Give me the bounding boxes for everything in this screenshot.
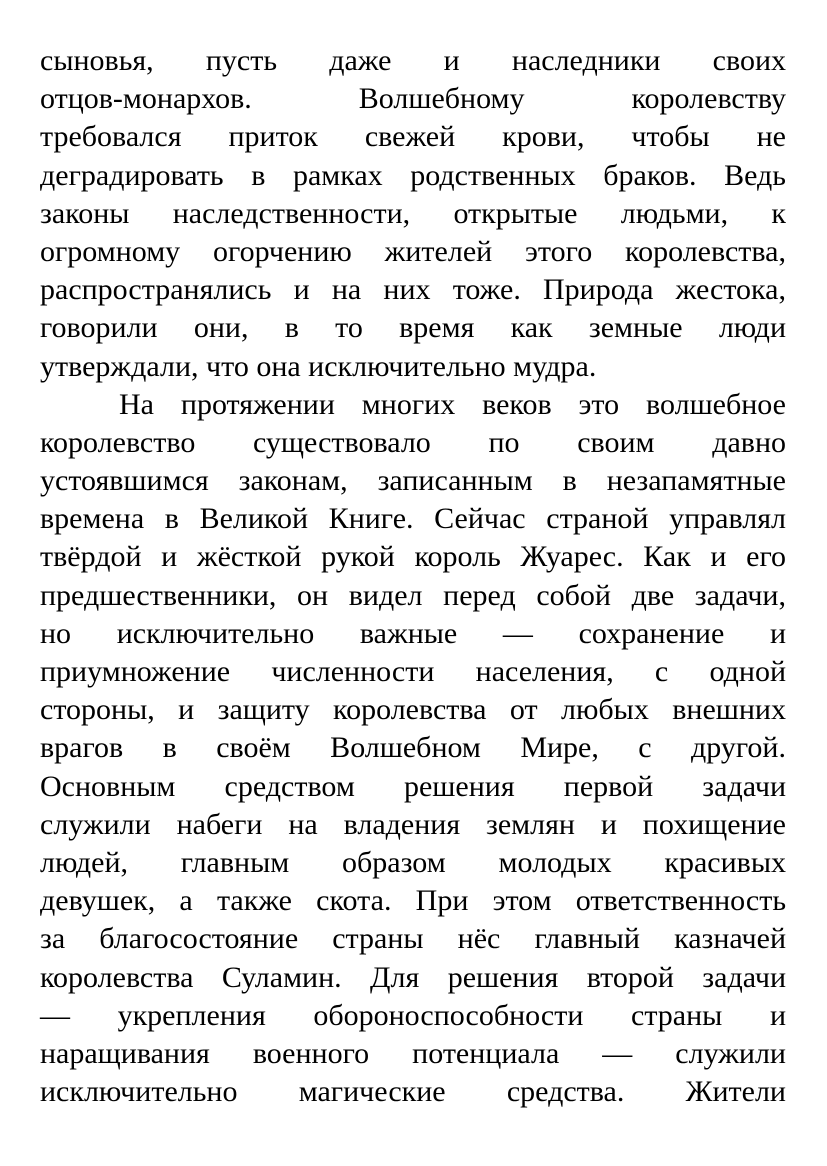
text-line: На протяжении многих веков это волшебное xyxy=(119,387,786,421)
text-line: королевство существовало по своим давно xyxy=(40,425,786,459)
text-line: исключительно магические средства. Жители xyxy=(40,1075,786,1109)
text-line: стороны, и защиту королевства от любых внешних xyxy=(40,693,786,727)
text-line: Основным средством решения первой задачи xyxy=(40,769,786,803)
text-line: отцов-монархов. Волшебному королевству xyxy=(40,82,786,116)
text-line: служили набеги на владения землян и похищение xyxy=(40,807,786,841)
text-line: распространялись и на них тоже. Природа жестока, xyxy=(40,273,786,307)
text-line: времена в Великой Книге. Сейчас страной управлял xyxy=(40,502,786,536)
paragraph-1 xyxy=(40,42,786,386)
text-line: но исключительно важные — сохранение и xyxy=(40,616,786,650)
text-line: королевства Суламин. Для решения второй задачи xyxy=(40,960,786,994)
text-line: приумножение численности населения, с одной xyxy=(40,655,786,688)
document-page xyxy=(40,42,786,1111)
text-line: наращивания военного потенциала — служили xyxy=(40,1036,786,1070)
text-line: утверждали, что она исключительно мудра. xyxy=(40,349,597,383)
text-line: твёрдой и жёсткой рукой король Жуарес. Как и его xyxy=(40,540,786,574)
text-line: огромному огорчению жителей этого королевства, xyxy=(40,234,786,268)
text-line: за благосостояние страны нёс главный казначей xyxy=(40,922,786,956)
text-line: требовался приток свежей крови, чтобы не xyxy=(40,120,786,154)
text-line: девушек, а также скота. При этом ответственность xyxy=(40,884,786,918)
paragraph-2 xyxy=(40,386,786,1112)
text-line: людей, главным образом молодых красивых xyxy=(40,845,786,879)
text-line: врагов в своём Волшебном Мире, с другой. xyxy=(40,731,786,765)
text-line: предшественники, он видел перед собой две задачи, xyxy=(40,578,786,612)
text-line: говорили они, в то время как земные люди xyxy=(40,311,786,345)
text-line: деградировать в рамках родственных браков. Ведь xyxy=(40,158,786,192)
text-line: сыновья, пусть даже и наследники своих xyxy=(40,44,786,77)
text-line: законы наследственности, открытые людьми, к xyxy=(40,196,786,230)
text-line: — укрепления обороноспособности страны и xyxy=(40,998,786,1032)
text-line: устоявшимся законам, записанным в незапамятные xyxy=(40,464,786,498)
